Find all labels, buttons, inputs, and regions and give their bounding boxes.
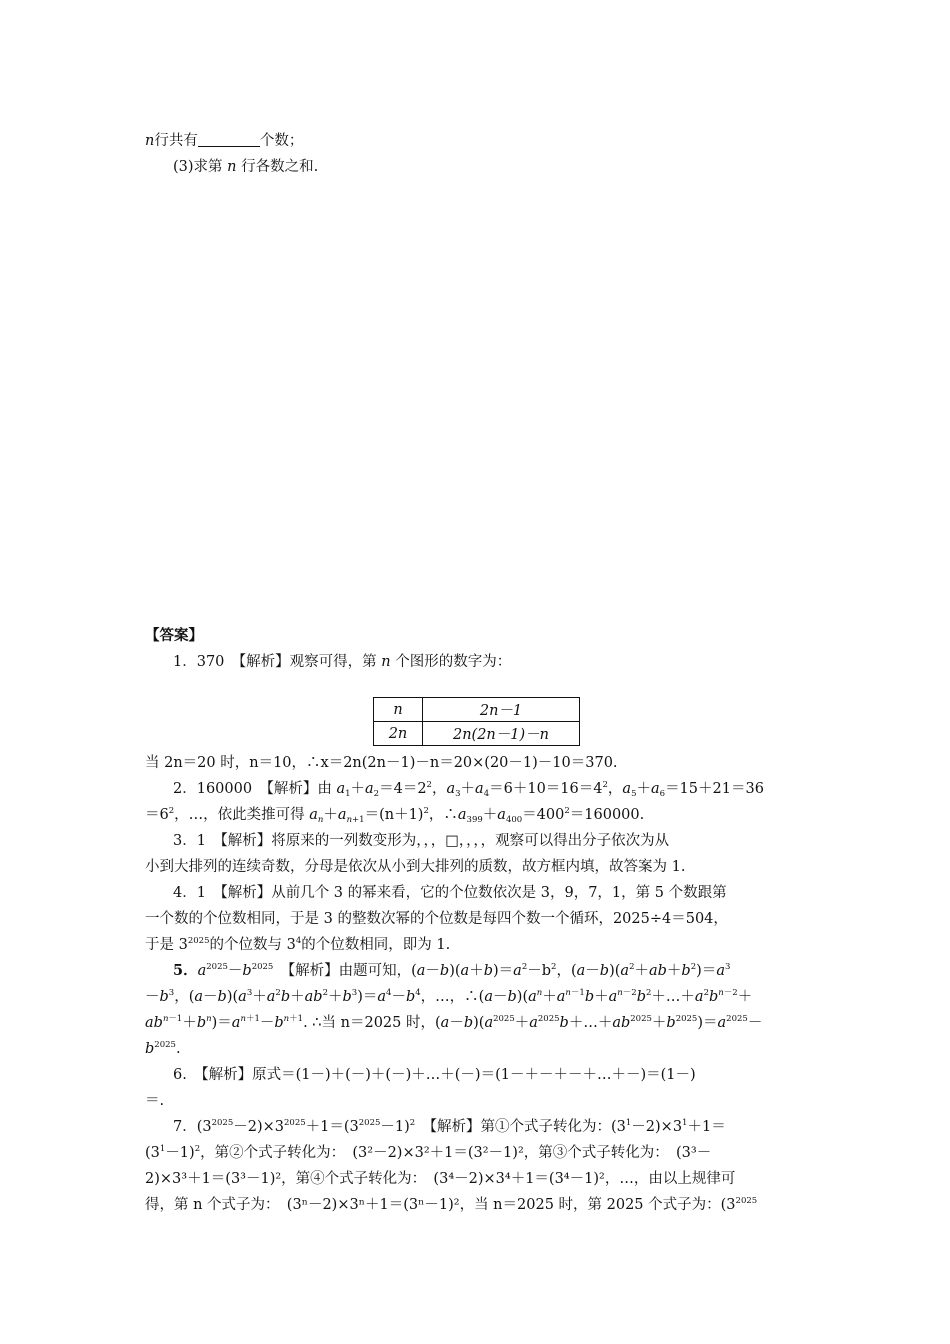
answer-4-line-3: 于是 $3^{2025}$的个位数与 $3^4$的个位数相同，即为 1.	[145, 936, 451, 953]
answer-3-line-1: 3．1 【解析】将原来的一列数变形为，，，□，，，，观察可以得出分子依次为从	[173, 833, 670, 849]
answer-7-line-1: 7．$(3^{2025}-2)\times 3^{2025}+1=(3^{2025}-1)^2$ 【解析】第①个式子转化为：$(3^1-2)\times 3^1+1=$	[173, 1118, 726, 1135]
answer-5-line-1: 5．$a^{2025}-b^{2025}$ 【解析】由题可知，$(a-b)(a+b)=a^2-b^2$，$(a-b)(a^2+ab+b^2)=a^3$	[173, 962, 731, 979]
answer-3-line-2: 小到大排列的连续奇数，分母是依次从小到大排列的质数，故方框内填，故答案为 1.	[145, 859, 686, 875]
answer-2-line-2: $=6^2$，…，依此类推可得 $a_n+a_{n+1}=(n+1)^2$，$\therefore a_{399}+a_{400}=400^2=160000$.	[145, 806, 645, 825]
table-cell: 2n	[374, 722, 423, 746]
answer-1-line-1: 1．370 【解析】观察可得，第 n 个图形的数字为：	[173, 654, 512, 670]
table-cell: n	[374, 698, 423, 722]
answer-7-line-2: $(3^1-1)^2$，第②个式子转化为： (3²－2)×3²＋1＝(3²－1)²，第③个式子转化为： (3³－	[145, 1144, 712, 1161]
answer-7-line-4: 得，第 n 个式子为： (3ⁿ－2)×3ⁿ＋1＝(3ⁿ－1)²，当 n＝2025 时，第 2025 个式子为：($3^{2025}$	[145, 1196, 758, 1213]
question-line-1: n行共有 个数；	[145, 133, 304, 149]
answer-5-line-2: $-b^3$，$(a-b)(a^3+a^2b+ab^2+b^3)=a^4-b^4$，…，$\therefore(a-b)(a^n+a^{n-1}b+a^{n-2}b^2+\dots+a^2b^{n-2}+$	[145, 988, 753, 1005]
answer-1-line-2: 当 2n＝20 时，n＝10，∴x＝2n(2n－1)－n＝20×(20－1)－10＝370.	[145, 755, 618, 771]
table-row	[374, 722, 580, 746]
answer-6-line-2: ＝.	[145, 1093, 165, 1109]
answer-heading: 【答案】	[145, 627, 203, 644]
answer-5-line-3: $ab^{n-1}+b^n)=a^{n+1}-b^{n+1}$. ∴当 n＝2025 时，$(a-b)(a^{2025}+a^{2025}b+\dots+ab^{2025}+b^{2025})=a^{2025}-$	[145, 1014, 763, 1031]
answer-4-line-1: 4．1 【解析】从前几个 3 的幂来看，它的个位数依次是 3，9，7，1，第 5 个数跟第	[173, 885, 727, 901]
question-part-3: (3)求第 n 行各数之和.	[173, 159, 319, 175]
pattern-table	[373, 697, 580, 746]
answer-7-line-3: 2)×3³＋1＝(3³－1)²，第④个式子转化为： (3⁴－2)×3⁴＋1＝(3⁴－1)²，…，由以上规律可	[145, 1171, 736, 1187]
answer-5-line-4: $b^{2025}$.	[145, 1040, 181, 1057]
answer-4-line-2: 一个数的个位数相同，于是 3 的整数次幂的个位数是每四个数一个循环，2025÷4＝504，	[145, 911, 728, 927]
table-cell: 2n(2n－1)－n	[423, 722, 580, 746]
table-cell: 2n－1	[423, 698, 580, 722]
table-row	[374, 698, 580, 722]
answer-2-line-1: 2．160000 【解析】由 $a_1+a_2=4=2^2$，$a_3+a_4=6+10=16=4^2$，$a_5+a_6=15+21=36$	[173, 780, 764, 799]
answer-blank	[198, 132, 260, 147]
answer-6-line-1: 6. 【解析】原式＝(1－)＋(－)＋(－)＋…＋(－)＝(1－＋－＋－＋…＋－)＝(1－)	[173, 1067, 696, 1083]
